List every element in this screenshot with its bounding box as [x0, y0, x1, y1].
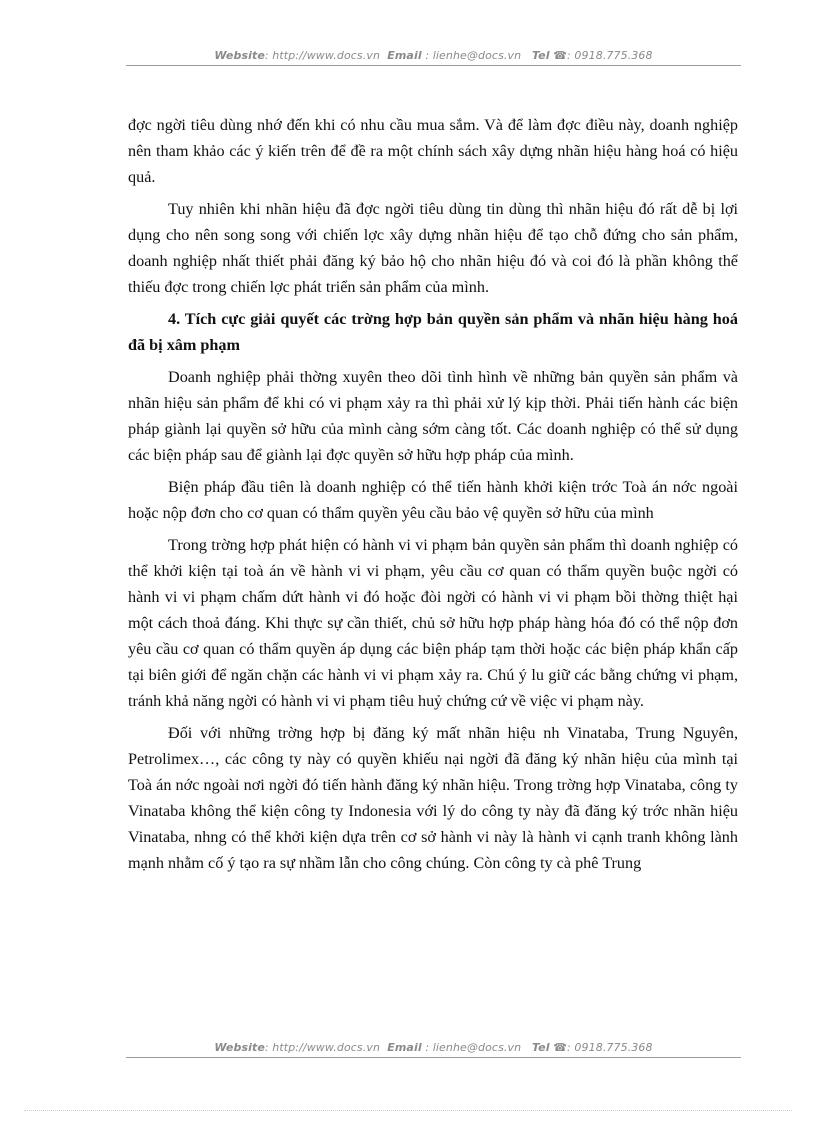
- header-tel-value: ☎: 0918.775.368: [553, 49, 653, 62]
- footer-email-label: Email: [387, 1041, 422, 1054]
- paragraph-4: Biện pháp đầu tiên là doanh nghiệp có thể tiến hành khởi kiện trớc Toà án nớc ngoài hoặc nộp đơn cho cơ quan có thẩm quyền yêu cầu bảo vệ quyền sở hữu của mình: [128, 478, 738, 522]
- header-tel-label: Tel: [531, 49, 550, 62]
- footer-website-label: Website: [214, 1041, 265, 1054]
- footer-email-link[interactable]: : lienhe@docs.vn: [425, 1041, 522, 1054]
- paragraph-5: Trong trờng hợp phát hiện có hành vi vi phạm bản quyền sản phẩm thì doanh nghiệp có thể khởi kiện tại toà án về hành vi vi phạm, yêu cầu cơ quan có thẩm quyền buộc ngời có hành vi vi phạm chấm dứt hành vi đó hoặc đòi ngời có hành vi vi phạm bồi thờng thiệt hại một cách thoả đáng. Khi thực sự cần thiết, chủ sở hữu hợp pháp hàng hóa đó có thể nộp đơn yêu cầu cơ quan có thẩm quyền áp dụng các biện pháp tạm thời hoặc các biện pháp khẩn cấp tại biên giới để ngăn chặn các hành vi vi phạm xảy ra. Chú ý lu giữ các bằng chứng vi phạm, tránh khả năng ngời có hành vi vi phạm tiêu huỷ chứng cứ về việc vi phạm này.: [128, 536, 738, 710]
- header-email-label: Email: [387, 49, 422, 62]
- header-website-link[interactable]: : http://www.docs.vn: [264, 49, 381, 62]
- footer-tel-value: ☎: 0918.775.368: [553, 1041, 653, 1054]
- paragraph-6: Đối với những trờng hợp bị đăng ký mất nhãn hiệu nh Vinataba, Trung Nguyên, Petrolimex…, các công ty này có quyền khiếu nại ngời đã đăng ký nhãn hiệu của mình tại Toà án nớc ngoài nơi ngời đó tiến hành đăng ký nhãn hiệu. Trong trờng hợp Vinataba, công ty Vinataba không thể kiện công ty Indonesia với lý do công ty này đã đăng ký trớc nhãn hiệu Vinataba, nhng có thể khởi kiện dựa trên cơ sở hành vi này là hành vi cạnh tranh không lành mạnh nhằm cố ý tạo ra sự nhầm lẫn cho công chúng. Còn công ty cà phê Trung: [128, 724, 738, 872]
- page-header: [126, 49, 741, 66]
- page-bottom-divider: [24, 1110, 792, 1111]
- page-footer: [126, 1041, 741, 1058]
- header-email-link[interactable]: : lienhe@docs.vn: [425, 49, 522, 62]
- section-heading: 4. Tích cực giải quyết các trờng hợp bản quyền sản phẩm và nhãn hiệu hàng hoá đã bị xâm phạm: [128, 310, 738, 354]
- header-website-label: Website: [214, 49, 265, 62]
- paragraph-1: đợc ngời tiêu dùng nhớ đến khi có nhu cầu mua sắm. Và để làm đợc điều này, doanh nghiệp nên tham khảo các ý kiến trên để đề ra một chính sách xây dựng nhãn hiệu hàng hoá có hiệu quả.: [128, 116, 738, 186]
- footer-website-link[interactable]: : http://www.docs.vn: [264, 1041, 381, 1054]
- footer-tel-label: Tel: [531, 1041, 550, 1054]
- paragraph-2: Tuy nhiên khi nhãn hiệu đã đợc ngời tiêu dùng tin dùng thì nhãn hiệu đó rất dễ bị lợi dụng cho nên song song với chiến lợc xây dựng nhãn hiệu để tạo chỗ đứng cho sản phẩm, doanh nghiệp nhất thiết phải đăng ký bảo hộ cho nhãn hiệu đó và coi đó là phần không thể thiếu đợc trong chiến lợc phát triển sản phẩm của mình.: [128, 200, 738, 296]
- document-body: [128, 112, 738, 882]
- paragraph-3: Doanh nghiệp phải thờng xuyên theo dõi tình hình về những bản quyền sản phẩm và nhãn hiệu sản phẩm để khi có vi phạm xảy ra thì phải xử lý kịp thời. Phải tiến hành các biện pháp giành lại quyền sở hữu của mình càng sớm càng tốt. Các doanh nghiệp có thể sử dụng các biện pháp sau để giành lại đợc quyền sở hữu hợp pháp của mình.: [128, 368, 738, 464]
